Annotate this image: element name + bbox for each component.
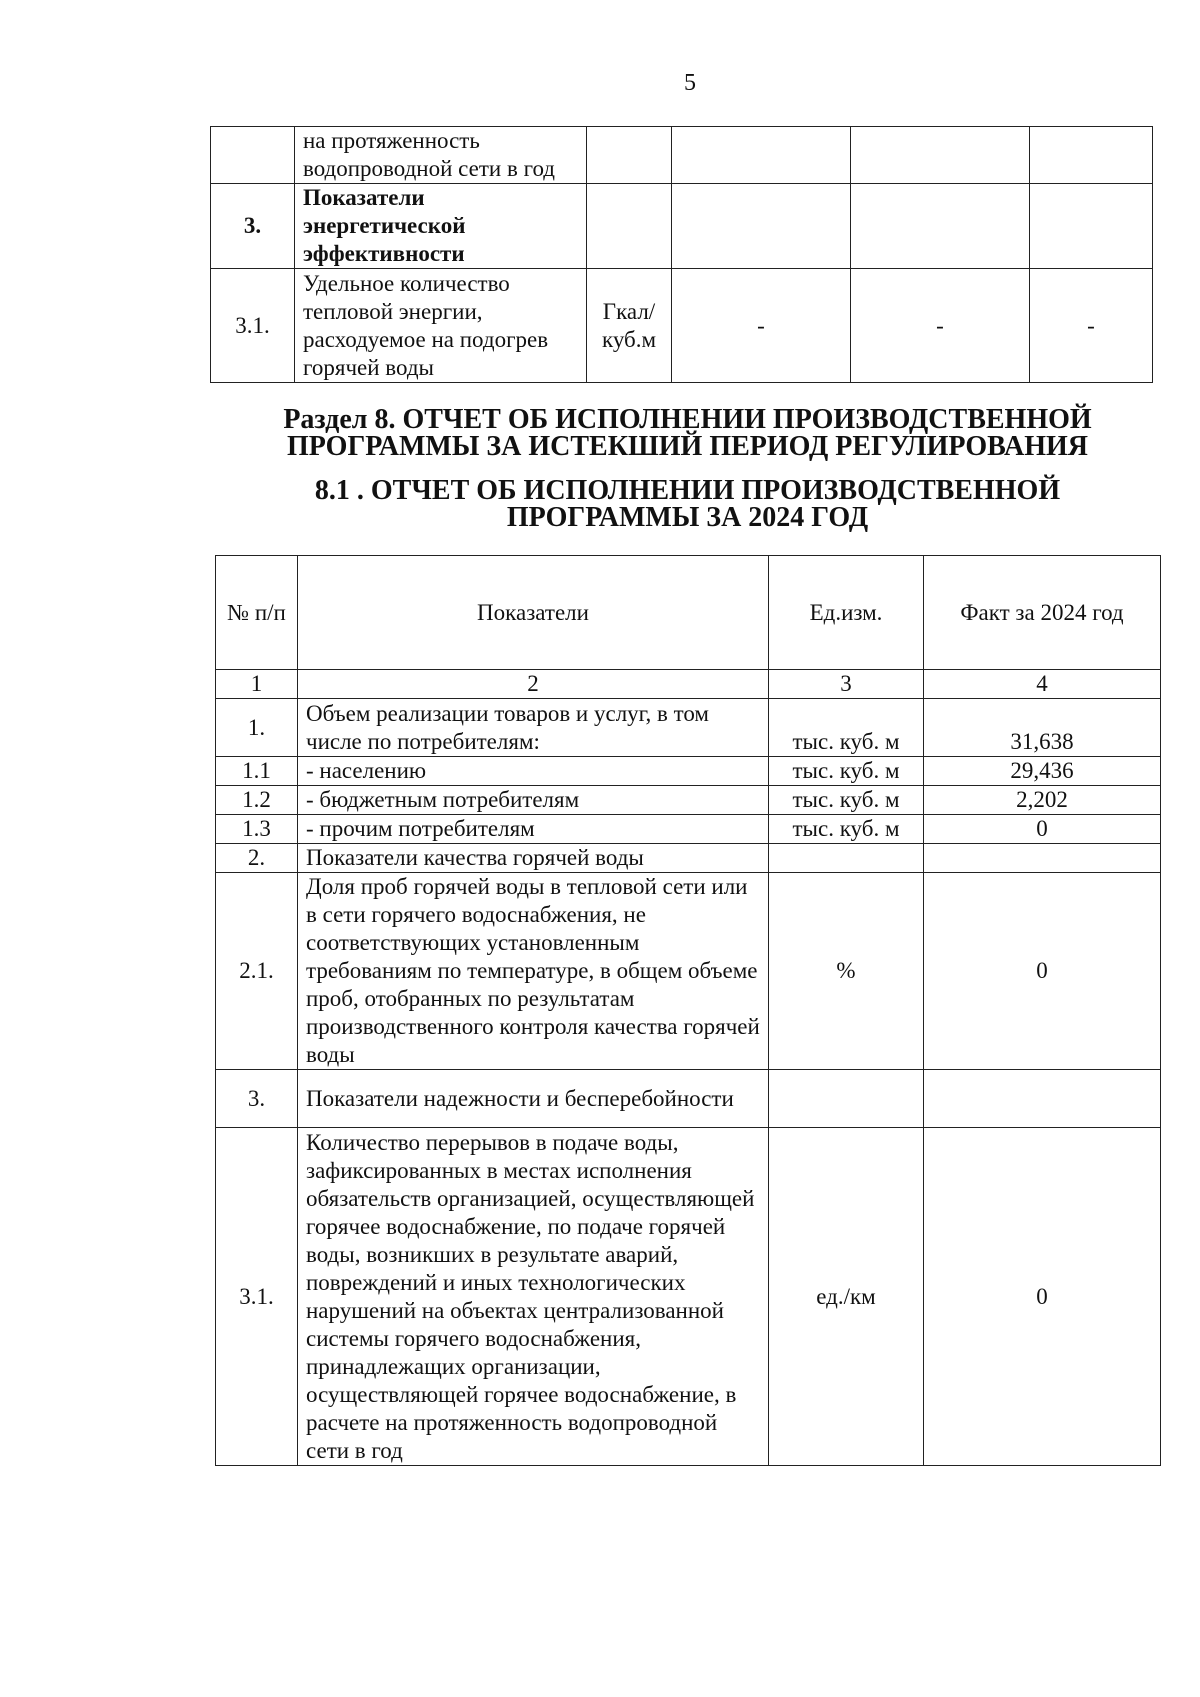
unit-cell xyxy=(587,184,672,269)
indicator-label: на протяженность водопроводной сети в год xyxy=(295,127,587,184)
table-header-row xyxy=(216,556,1161,670)
fact-value: 2,202 xyxy=(924,786,1161,815)
value-cell xyxy=(1030,184,1153,269)
fact-value: 0 xyxy=(924,815,1161,844)
table-row xyxy=(216,873,1161,1070)
table-row xyxy=(216,844,1161,873)
indicator-label: Количество перерывов в подаче воды, зафиксированных в местах исполнения обязательств организацией, осуществляющей горячее водоснабжение, по подаче горячей воды, возникших в результате аварий, повреждений и иных технологических нарушений на объектах централизованной системы горячего водоснабжения, принадлежащих организации, осуществляющей горячее водоснабжение, в расчете на протяженность водопроводной сети в год xyxy=(298,1128,769,1466)
header-indicator: Показатели xyxy=(298,556,769,670)
column-number: 3 xyxy=(769,670,924,699)
row-number: 3. xyxy=(211,184,295,269)
section-8-title-line1: Раздел 8. ОТЧЕТ ОБ ИСПОЛНЕНИИ ПРОИЗВОДСТВЕННОЙ xyxy=(283,404,1092,435)
fact-value: 31,638 xyxy=(924,699,1161,757)
indicator-label: Доля проб горячей воды в тепловой сети или в сети горячего водоснабжения, не соответствующих установленным требованиям по температуре, в общем объеме проб, отобранных по результатам производственного контроля качества горячей воды xyxy=(298,873,769,1070)
section-8-1-title-line1: 8.1 . ОТЧЕТ ОБ ИСПОЛНЕНИИ ПРОИЗВОДСТВЕННОЙ xyxy=(314,475,1061,506)
unit-cell: Гкал/ куб.м xyxy=(587,269,672,383)
unit-cell: ед./км xyxy=(769,1128,924,1466)
value-cell: - xyxy=(851,269,1030,383)
value-cell xyxy=(851,127,1030,184)
column-number: 4 xyxy=(924,670,1161,699)
unit-cell xyxy=(769,1070,924,1128)
unit-cell: тыс. куб. м xyxy=(769,786,924,815)
fact-value: 0 xyxy=(924,1128,1161,1466)
row-number: 1.2 xyxy=(216,786,298,815)
continuation-table xyxy=(210,126,1153,383)
unit-cell: тыс. куб. м xyxy=(769,699,924,757)
indicator-label: Показатели качества горячей воды xyxy=(298,844,769,873)
fact-value xyxy=(924,844,1161,873)
table-row xyxy=(216,1070,1161,1128)
indicator-label: Показатели энергетической эффективности xyxy=(295,184,587,269)
row-number: 1.1 xyxy=(216,757,298,786)
indicator-label: Объем реализации товаров и услуг, в том числе по потребителям: xyxy=(298,699,769,757)
table-row xyxy=(216,786,1161,815)
report-table xyxy=(215,555,1161,1466)
table-row xyxy=(216,815,1161,844)
value-cell: - xyxy=(1030,269,1153,383)
indicator-label: Показатели надежности и бесперебойности xyxy=(298,1070,769,1128)
fact-value: 29,436 xyxy=(924,757,1161,786)
row-number: 2.1. xyxy=(216,873,298,1070)
column-number: 1 xyxy=(216,670,298,699)
section-8-title-line2: ПРОГРАММЫ ЗА ИСТЕКШИЙ ПЕРИОД РЕГУЛИРОВАНИЯ xyxy=(286,431,1089,462)
unit-cell: тыс. куб. м xyxy=(769,815,924,844)
table-row xyxy=(211,269,1153,383)
column-number-row xyxy=(216,670,1161,699)
value-cell xyxy=(1030,127,1153,184)
table-row xyxy=(216,1128,1161,1466)
table-row xyxy=(216,699,1161,757)
indicator-label: - прочим потребителям xyxy=(298,815,769,844)
fact-value: 0 xyxy=(924,873,1161,1070)
header-unit: Ед.изм. xyxy=(769,556,924,670)
row-number: 3.1. xyxy=(216,1128,298,1466)
unit-cell: % xyxy=(769,873,924,1070)
page-number: 5 xyxy=(684,70,696,96)
column-number: 2 xyxy=(298,670,769,699)
value-cell xyxy=(672,127,851,184)
row-number: 1.3 xyxy=(216,815,298,844)
fact-value xyxy=(924,1070,1161,1128)
section-8-1-title xyxy=(215,477,1160,531)
table-row xyxy=(211,184,1153,269)
row-number: 3.1. xyxy=(211,269,295,383)
unit-cell xyxy=(587,127,672,184)
value-cell: - xyxy=(672,269,851,383)
section-8-title xyxy=(215,406,1160,460)
value-cell xyxy=(672,184,851,269)
section-8-1-title-line2: ПРОГРАММЫ ЗА 2024 ГОД xyxy=(506,502,869,533)
row-number: 2. xyxy=(216,844,298,873)
indicator-label: - бюджетным потребителям xyxy=(298,786,769,815)
unit-cell xyxy=(769,844,924,873)
row-number xyxy=(211,127,295,184)
value-cell xyxy=(851,184,1030,269)
header-num: № п/п xyxy=(216,556,298,670)
table-row xyxy=(216,757,1161,786)
indicator-label: Удельное количество тепловой энергии, расходуемое на подогрев горячей воды xyxy=(295,269,587,383)
unit-cell: тыс. куб. м xyxy=(769,757,924,786)
row-number: 3. xyxy=(216,1070,298,1128)
row-number: 1. xyxy=(216,699,298,757)
indicator-label: - населению xyxy=(298,757,769,786)
header-fact: Факт за 2024 год xyxy=(924,556,1161,670)
table-row xyxy=(211,127,1153,184)
